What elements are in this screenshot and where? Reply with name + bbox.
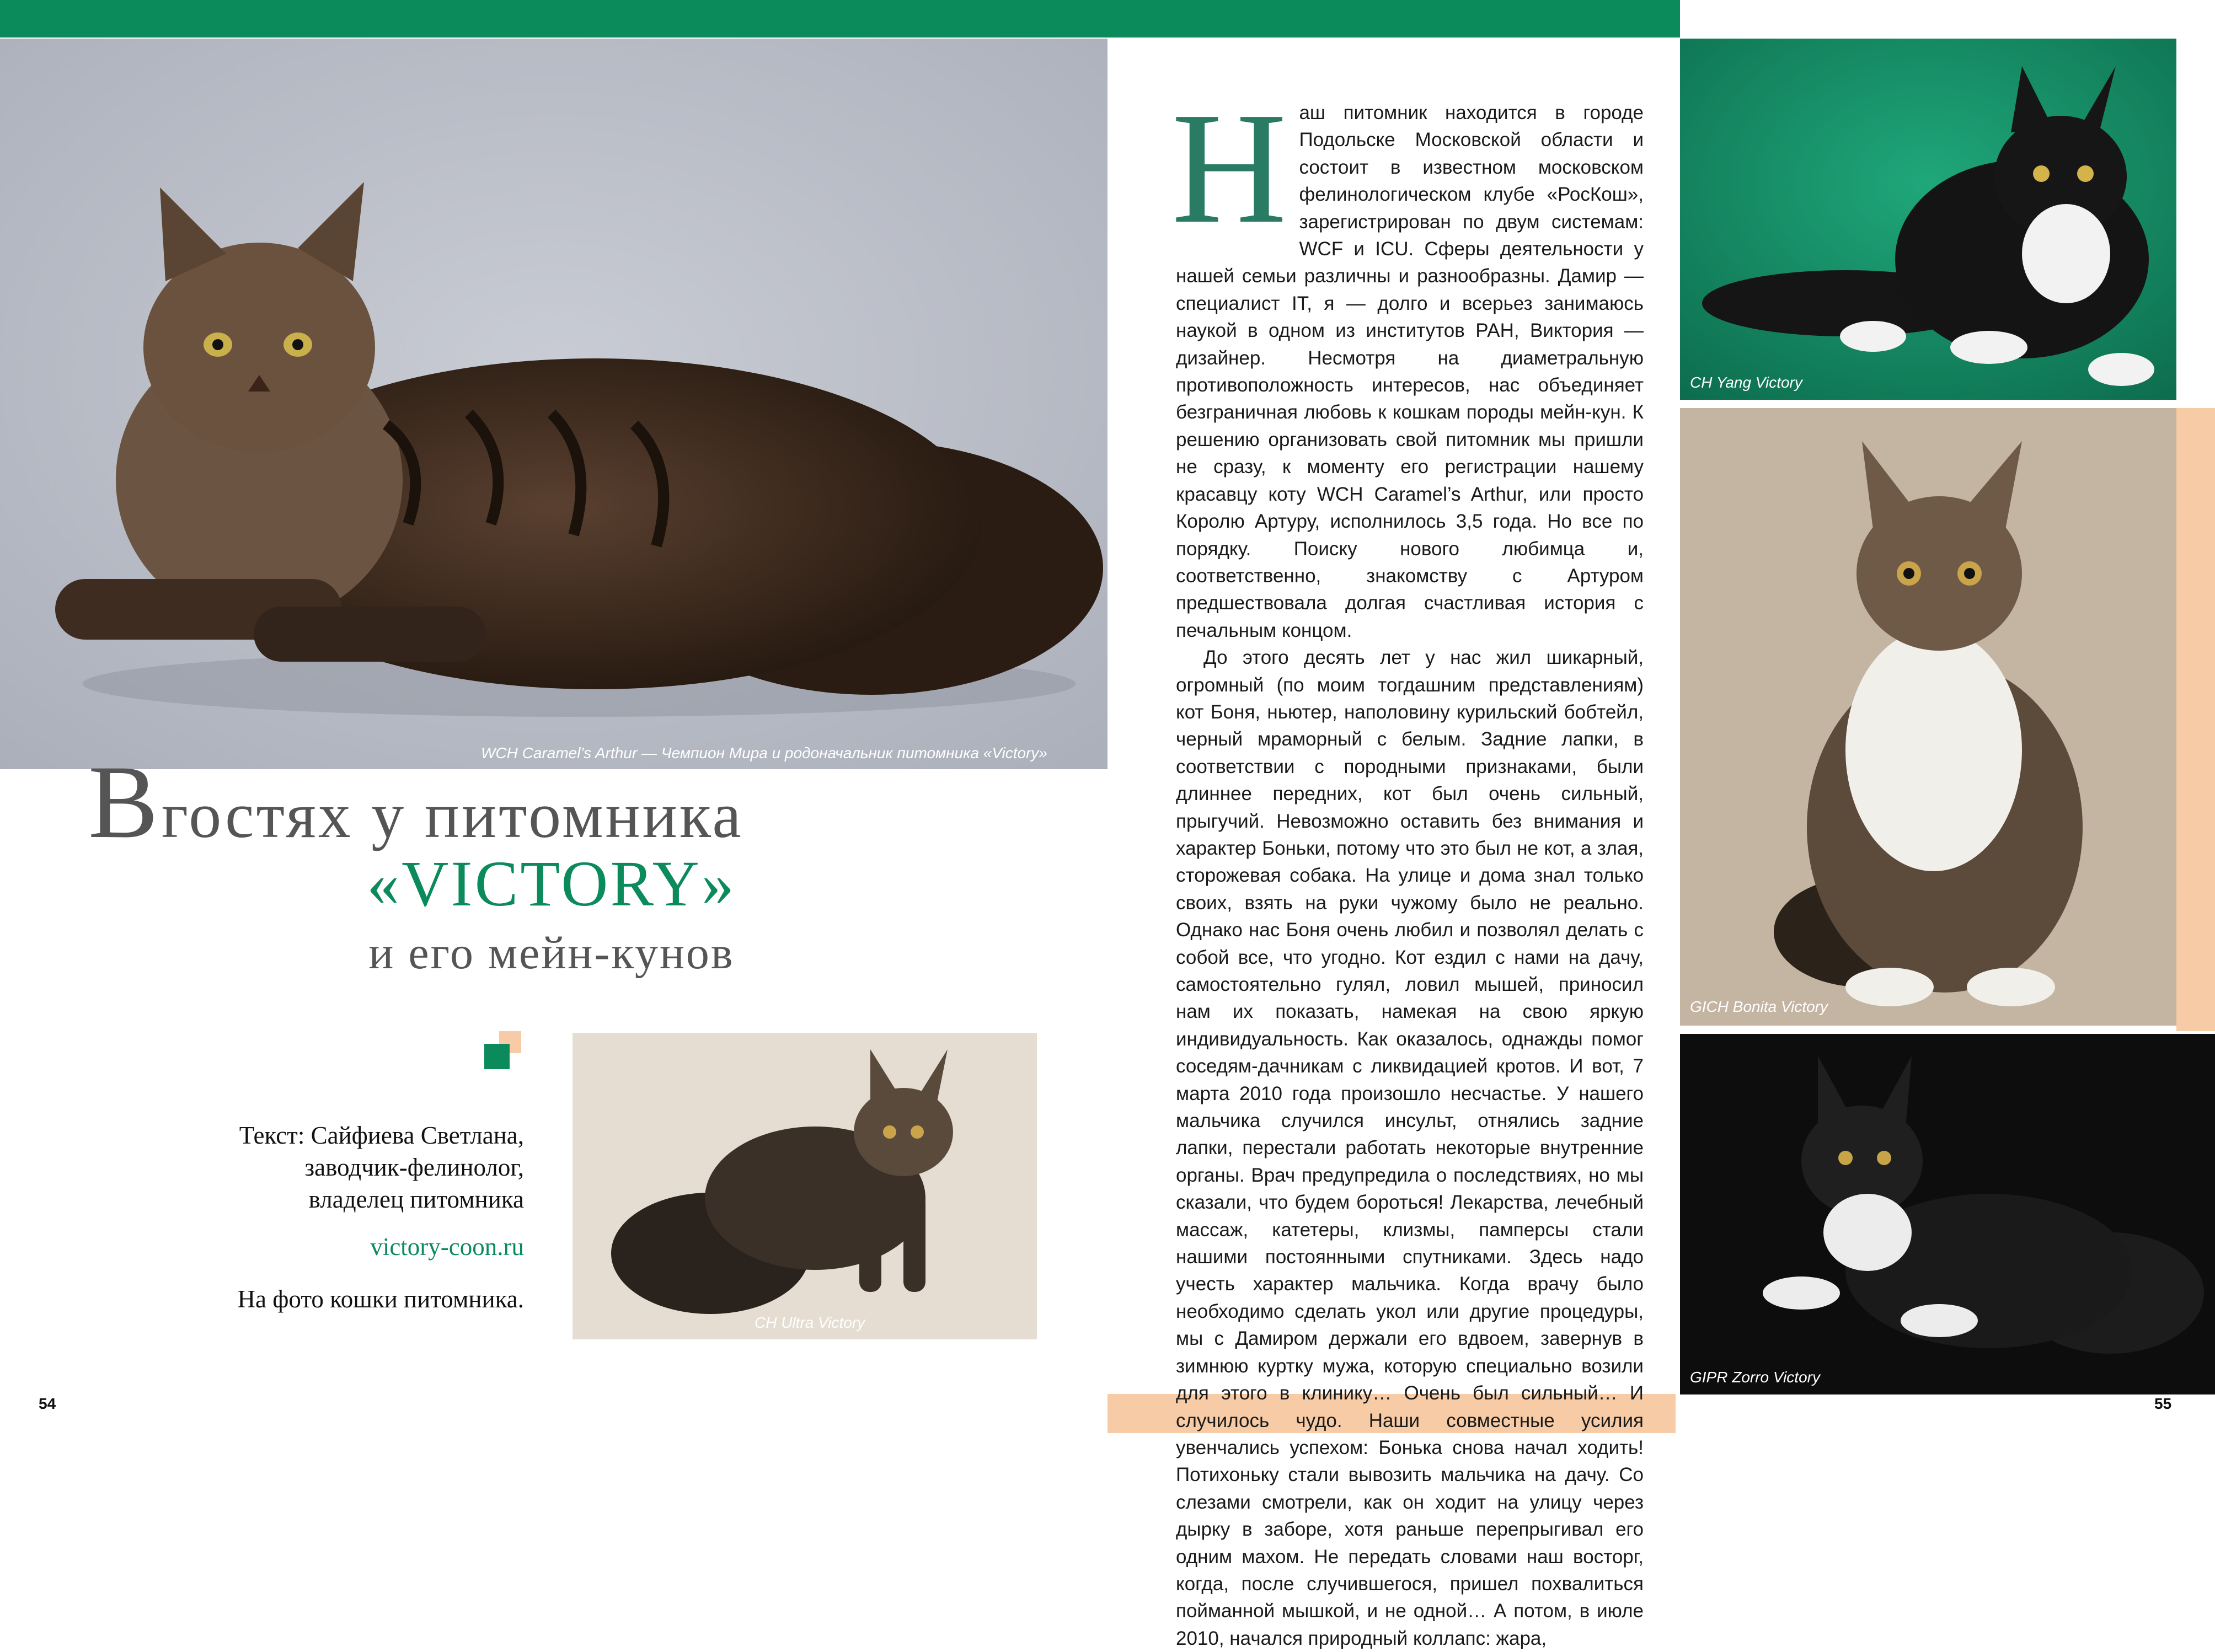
credit-line-3: владелец питомника <box>308 1186 524 1213</box>
article-paragraph-2: До этого десять лет у нас жил шикарный, огромный (по моим тогдашним представлениям) кот Боня, ньютер, наполовину курильский бобтейл, черный мраморный с белым. Задние лапки, в соответствии с породными признаками, были длиннее передних, кот был очень сильный, прыгучий. Невозможно оставить без внимания и характер Боньки, потому что это был не кот, а злая, сторожевая собака. На улице и дома знал только своих, взять на руки чужому было не реально. Однако нас Боня очень любил и позволял делать с собой все, что угодно. Кот ездил с нами на дачу, самостоятельно гулял, ловил мышей, приносил нам их показать, намекая на свою яркую индивидуальность. Как оказалось, однажды помог соседям-дачникам с ликвидацией кротов. И вот, 7 марта 2010 года произошло несчастье. У нашего мальчика случился инсульт, отнялись задние лапки, перестали работать некоторые внутренние органы. Врач предупредила о последствиях, но мы сказали, что будем бороться! Лекарства, лечебный массаж, катетеры, клизмы, памперсы стали нашими постоянными спутниками. Здесь надо учесть характер мальчика. Когда врачу было необходимо сделать укол или другие процедуры, мы с Дамиром держали его вдвоем, завернув в зимнюю куртку мужа, которую специально возили для этого в клинику… Очень был сильный… И случилось чудо. Наши совместные усилия увенчались успехом: Бонька снова начал ходить! Потихоньку стали вывозить мальчика на дачу. Со слезами смотрели, как он ходит на улицу через дырку в заборе, хотя раньше перепрыгивал его одним махом. Не передать словами наш восторг, когда, после случившегося, пришел похвалиться пойманной мышкой, и не одной… А потом, в июле 2010, начался природный коллапс: жара, <box>1176 647 1644 1649</box>
photo-yang <box>1680 39 2176 400</box>
cat-illustration-bonita <box>1680 408 2176 1026</box>
photo-main-cat <box>0 39 1108 769</box>
photo-main-caption: WCH Caramel’s Arthur — Чемпион Мира и родоначальник питомника «Victory» <box>481 744 1048 761</box>
headline-line-2: «VICTORY» <box>367 848 736 920</box>
photo-yang-caption: CH Yang Victory <box>1690 374 1802 391</box>
cat-illustration-yang <box>1680 39 2176 400</box>
credit-line-2: заводчик-фелинолог, <box>304 1154 524 1181</box>
headline-line-3: и его мейн-кунов <box>368 927 735 979</box>
photo-note: На фото кошки питомника. <box>237 1285 524 1313</box>
author-credits <box>165 1119 524 1215</box>
headline-initial: В <box>88 744 159 860</box>
headline-line-1 <box>88 744 1026 860</box>
cat-illustration-zorro <box>1680 1034 2215 1394</box>
right-accent-strip <box>2176 408 2215 1031</box>
headline-line-1-text: гостях у питомника <box>161 779 743 851</box>
drop-cap: Н <box>1171 79 1287 256</box>
top-accent-bar <box>0 0 1680 37</box>
website-link[interactable]: victory-coon.ru <box>370 1233 524 1261</box>
cat-illustration-ultra <box>573 1033 1037 1339</box>
credit-line-1: Текст: Сайфиева Светлана, <box>239 1122 524 1149</box>
photo-zorro <box>1680 1034 2215 1394</box>
page-number-right: 55 <box>2154 1395 2172 1412</box>
decor-square-green <box>484 1044 510 1069</box>
cat-illustration-main <box>0 39 1108 769</box>
photo-zorro-caption: GIPR Zorro Victory <box>1690 1369 1820 1386</box>
photo-ultra-caption: CH Ultra Victory <box>755 1314 865 1331</box>
article-paragraph-1: аш питомник находится в городе Подольске Московской области и состоит в известном московском фелинологическом клубе «РосКош», зарегистрирован по двум системам: WCF и ICU. Сферы деятельности у нашей семьи различны и разнообразны. Дамир — специалист IT, я — долго и всерьез занимаюсь наукой в одном из институтов РАН, Виктория — дизайнер. Несмотря на диаметральную противоположность интересов, нас объединяет безграничная любовь к кошкам породы мейн-кун. К решению организовать свой питомник мы пришли не сразу, к моменту его регистрации нашему красавцу коту WCH Caramel’s Arthur, или просто Королю Артуру, исполнилось 3,5 года. Но все по порядку. Поиску нового любимца и, соответственно, знакомству с Артуром предшествовала долгая счастливая история с печальным концом. <box>1176 102 1644 641</box>
photo-bonita-caption: GICH Bonita Victory <box>1690 998 1828 1015</box>
photo-bonita <box>1680 408 2176 1026</box>
article-body <box>1171 79 1644 1652</box>
page-number-left: 54 <box>39 1395 56 1412</box>
photo-ultra <box>573 1033 1037 1339</box>
